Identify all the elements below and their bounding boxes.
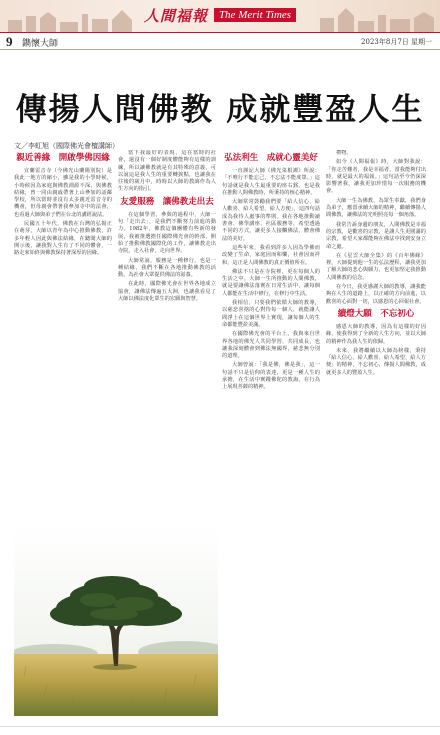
footer-rule xyxy=(0,726,440,727)
paragraph: 在今日，我更感謝大師的教導，讓我能夠在人生的道路上，以正確的方向前進，以歡喜的心面對一切，以感恩的心回報社會。 xyxy=(326,284,426,305)
tree-meadow-photo xyxy=(14,526,218,716)
paragraph: 民國五十年代，佛教在台灣的弘揚正在萌芽，大師以青年為中心推動佛教，許多年輕人因此與佛法結緣，在聽聞大師的開示後，讓我對人生有了不同的體會，一路走來始終與佛教保持著深厚的因緣。 xyxy=(14,221,112,257)
paragraph: 這些年來，我看到許多人因為學佛而改變了生命，家庭因而和樂，社會因而祥和，這正是人間佛教的真正價值所在。 xyxy=(222,244,320,266)
paragraph: 我常告訴身邊的朋友，人間佛教是幸福的宗教，是歡喜的宗教，是讓人生更圓滿的宗教，希望大家都能夠在佛法中找到安身立命之處。 xyxy=(326,221,426,250)
logo-english: The Merit Times xyxy=(214,8,296,22)
paragraph: 在國際佛光會的平台上，我與來自世界各地的佛光人共同學習、共同成長，也讓我深刻體會到佛法無國界，慈悲無分別的道理。 xyxy=(222,331,320,360)
paragraph: 大師常說，服務是一種修行，也是一種結緣，我們不斷在各地推動佛教的活動，為社會大眾提供佛法的滋養。 xyxy=(118,257,216,279)
subheading-2: 友愛服務 讓佛教走出去 xyxy=(120,196,214,207)
tree-meadow-illustration xyxy=(14,526,218,716)
paragraph: 我相信，只要我們依循大師的教導，以慈悲喜捨的心對待每一個人，就能讓人間淨土在這個世界上實現，讓每個人的生命都能豐盈美滿。 xyxy=(222,300,320,328)
subheading-3: 弘法利生 成就心靈美好 xyxy=(224,153,318,163)
paragraph: 佛法不只是在寺院裡，更在每個人的生活之中。大師一生所推動的人間佛教，就是要讓佛法落實在日常生活中，讓每個人都能在生活中修行，在修行中生活。 xyxy=(222,268,320,297)
paragraph: 在這個學習，參與的過程中，大師一句「走出去」，是我們不斷努力前進的動力。1982年，佛教這個團體有些新的發展，我被推選擔任國際佛光會的幹部，開始了推動佛教國際化的工作，讓佛教走出寺院，走入社會，走向世界。 xyxy=(118,211,216,255)
paragraph: 大師曾說：「我是佛，佛是我」，這一句話不只是信仰的表達，更是一種人生的承擔，在生活中實踐佛陀的教誨，在行為上展現菩薩的精神。 xyxy=(222,362,320,391)
paragraph: 在此時，國際佛光會在世界各地成立協會，讓佛法傳遍五大洲，也讓我看見了大師以佛法度化眾生的宏願與智慧。 xyxy=(118,281,216,303)
paragraph: 大師常常鼓勵我們要「給人信心、給人歡喜、給人希望、給人方便」，這四句話成為我待人處事的準則。我在各地推動讀書會、佛學講座、社區服務等，希望透過不同的方式，讓更多人接觸佛法，體會佛法的美好。 xyxy=(222,199,320,242)
masthead-logo[interactable] xyxy=(143,2,297,28)
paragraph: 未來，我將繼續以大師為榜樣，秉持「給人信心、給人歡喜、給人希望、給人方便」的精神，不忘初心，傳揚人間佛教，成就更多人的豐盈人生。 xyxy=(326,347,426,376)
paragraph: 大師一生為佛教、為眾生奉獻，我們身為弟子，應當承續大師的精神，繼續傳揚人間佛教，讓佛法的光明照亮每一個角落。 xyxy=(326,197,426,219)
paragraph: 感恩大師的教導，因為有這樣的好因緣，使我得到了全新的人生方向，並以大師的精神作為我人生的依歸。 xyxy=(326,323,426,345)
article-column-2 xyxy=(118,150,216,516)
paragraph: 禮物。 xyxy=(336,150,352,156)
paragraph: 一直謹記大師《佛光菜根譚》所說：「不唯行不能忘己，不忘法不能度眾。」這句話就是我人生最重要的座右銘，也是我在推動人間佛教時，所秉持的核心精神。 xyxy=(222,168,320,196)
logo-chinese: 人間福報 xyxy=(143,6,208,25)
issue-date: 2023年8月7日 星期一 xyxy=(361,38,432,46)
masthead-banner xyxy=(0,0,440,32)
article-column-1 xyxy=(14,150,112,516)
subheading-1: 親近善緣 開啟學佛因緣 xyxy=(16,153,110,163)
article-column-3 xyxy=(222,150,320,726)
page-number: 9 xyxy=(6,34,13,49)
paragraph: 宜蘭雷音寺（今佛光山蘭陽別院）是我此一地方的縮小，雖是我的小學時候，小時候因為家庭與佛教淵源不深，與佛教結緣，曾一同由親戚帶著上山參加的話鄰學校，所以當時並沒有太多親近雷音寺的機會，但母親會帶著我參加寺中的法會，也看過大師與弟子們在台北的講經說法。 xyxy=(14,168,112,218)
header-divider xyxy=(0,32,440,33)
article-byline: 文／李虹旭（國際佛光會檀講師） xyxy=(14,142,119,150)
article-column-4 xyxy=(326,150,426,726)
article-title: 傳揚人間佛教 成就豐盈人生 xyxy=(15,92,425,128)
masthead xyxy=(0,0,440,49)
section-name: 鐫懷大師 xyxy=(22,39,59,49)
paragraph: 當下我最好的表現，這在當時的社會，還沒有一個好制度體能夠有這樣的訓練，所以讓佛教就是有其特殊的意義，可以說這是我人生的重要轉捩點，也讓我在往後的歲月中，時時以大師的教誨作為人生方向的指引。 xyxy=(118,150,216,193)
paragraph: 如今《人間福報》時，大師對我說：「你走苦難者，我是幸福者，當我能夠付出時，就是最大的福報。」這句話至今仍深深影響著我，讓我更加珍惜每一次服務的機會。 xyxy=(326,159,426,195)
paragraph: 在《星雲大師全集》的《百年佛緣》裡，大師提到他一生的弘法歷程，讓我更加了解大師的悲心與願力，也更加堅定我推動人間佛教的信念。 xyxy=(326,252,426,281)
section-rule xyxy=(0,49,440,50)
subheading-4: 續燈大願 不忘初心 xyxy=(337,308,415,319)
